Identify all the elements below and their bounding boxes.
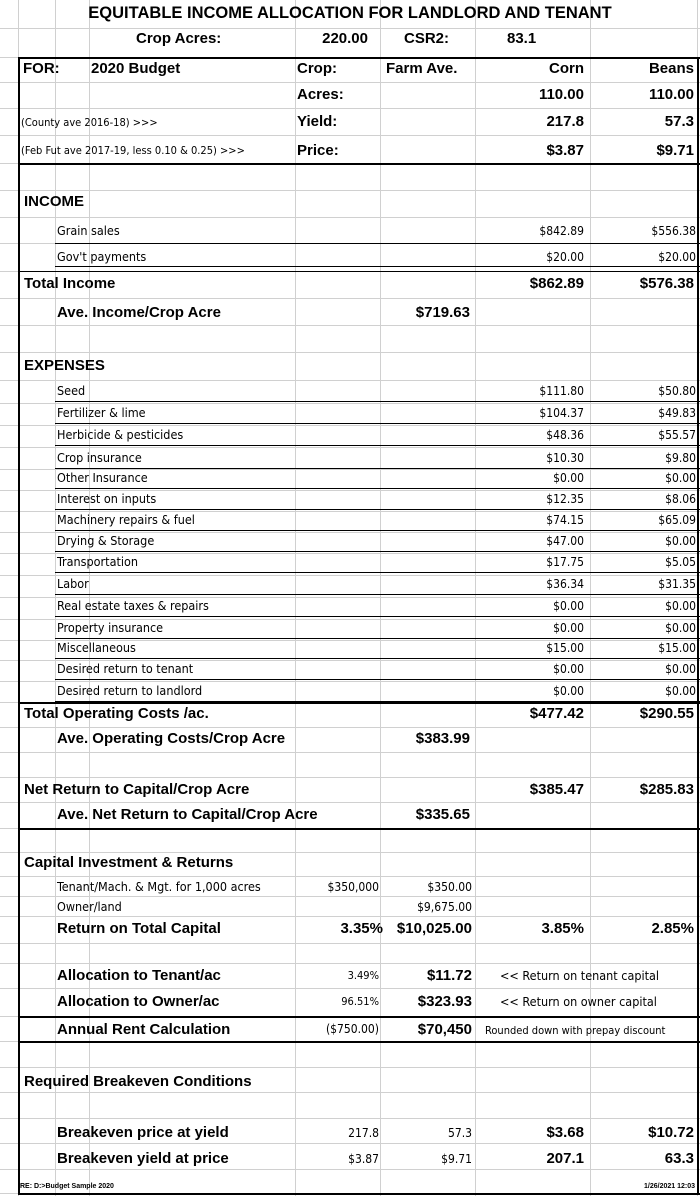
expense-row-label: Machinery repairs & fuel [57, 512, 195, 527]
expense-row-beans: $0.00 [665, 621, 696, 635]
expense-row-beans: $15.00 [658, 641, 696, 655]
expense-row-beans: $65.09 [658, 513, 696, 527]
expense-row-beans: $0.00 [665, 534, 696, 548]
ave-net-return-label: Ave. Net Return to Capital/Crop Acre [57, 806, 318, 823]
return-total-capital-label: Return on Total Capital [57, 920, 221, 937]
income-row-beans: $556.38 [651, 224, 696, 238]
net-return-corn: $385.47 [529, 781, 584, 798]
page-title: EQUITABLE INCOME ALLOCATION FOR LANDLORD AND TENANT [88, 4, 612, 22]
breakeven-price-yield2: 57.3 [447, 1126, 472, 1140]
total-operating-corn: $477.42 [529, 705, 584, 722]
grid-row-line [0, 135, 700, 136]
grid-row-line [0, 82, 700, 83]
grid-row-line [0, 28, 700, 29]
expense-row-beans: $5.05 [665, 555, 696, 569]
row-underline [55, 551, 700, 552]
rent-calculation-label: Annual Rent Calculation [57, 1021, 231, 1038]
expense-row-beans: $0.00 [665, 684, 696, 698]
tenant-capital-total: $350,000 [327, 880, 379, 894]
expense-row-label: Labor [57, 576, 89, 591]
row-underline [55, 572, 700, 573]
expense-row-beans: $50.80 [658, 384, 696, 398]
expense-row-label: Transportation [57, 554, 139, 569]
owner-allocation-pct: 96.51% [341, 995, 379, 1008]
expense-row-beans: $0.00 [665, 471, 696, 485]
rule [18, 163, 700, 165]
breakeven-heading: Required Breakeven Conditions [24, 1073, 252, 1090]
expense-row-beans: $0.00 [665, 599, 696, 613]
grid-row-line [0, 777, 700, 778]
total-income-label: Total Income [24, 275, 116, 292]
row-underline [55, 679, 700, 680]
yield-note: (County ave 2016-18) >>> [21, 116, 158, 129]
csr2-value: 83.1 [507, 30, 537, 47]
row-underline [55, 616, 700, 617]
acres-label: Acres: [297, 86, 344, 103]
total-operating-beans: $290.55 [639, 705, 694, 722]
expense-row-label: Crop insurance [57, 450, 142, 465]
ave-net-return-value: $335.65 [415, 806, 470, 823]
total-operating-label: Total Operating Costs /ac. [24, 705, 209, 722]
expense-row-beans: $31.35 [658, 577, 696, 591]
ave-income-value: $719.63 [415, 304, 470, 321]
expense-row-corn: $10.30 [546, 451, 584, 465]
expense-row-label: Desired return to tenant [57, 661, 194, 676]
grid-row-line [0, 876, 700, 877]
grid-row-line [0, 108, 700, 109]
tenant-allocation-label: Allocation to Tenant/ac [57, 967, 221, 984]
footer-timestamp: 1/26/2021 12:03 [644, 1183, 695, 1190]
expense-row-corn: $36.34 [546, 577, 584, 591]
rule [18, 1193, 700, 1195]
rule [18, 702, 700, 704]
rent-note: Rounded down with prepay discount [485, 1024, 666, 1037]
expense-row-corn: $47.00 [546, 534, 584, 548]
tenant-allocation-pct: 3.49% [347, 969, 379, 982]
owner-allocation-label: Allocation to Owner/ac [57, 993, 220, 1010]
grid-row-line [0, 352, 700, 353]
expense-row-label: Seed [57, 383, 86, 398]
expense-row-corn: $104.37 [539, 406, 584, 420]
for-label: FOR: [23, 60, 60, 77]
expense-row-label: Desired return to landlord [57, 683, 203, 698]
owner-capital-label: Owner/land [57, 899, 122, 914]
price-label: Price: [297, 142, 339, 159]
expense-row-corn: $12.35 [546, 492, 584, 506]
grid-row-line [0, 298, 700, 299]
capital-heading: Capital Investment & Returns [24, 854, 234, 871]
price-note: (Feb Fut ave 2017-19, less 0.10 & 0.25) >>> [21, 144, 245, 157]
expense-row-beans: $0.00 [665, 662, 696, 676]
farm-ave-header: Farm Ave. [386, 60, 458, 77]
income-row-corn: $842.89 [539, 224, 584, 238]
expense-row-beans: $49.83 [658, 406, 696, 420]
breakeven-price-corn: $3.68 [546, 1124, 584, 1141]
income-row-label: Grain sales [57, 223, 120, 238]
rule [18, 828, 700, 830]
expense-row-corn: $0.00 [553, 471, 584, 485]
breakeven-yield-price1: $3.87 [348, 1152, 379, 1166]
rule [18, 271, 700, 272]
row-underline [55, 530, 700, 531]
breakeven-yield-beans: 63.3 [664, 1150, 694, 1167]
rule [18, 1016, 700, 1018]
owner-capital-per-acre: $9,675.00 [417, 900, 472, 914]
expense-row-label: Drying & Storage [57, 533, 155, 548]
row-underline [55, 594, 700, 595]
breakeven-price-beans: $10.72 [648, 1124, 694, 1141]
income-heading: INCOME [24, 193, 84, 210]
grid-row-line [0, 1067, 700, 1068]
expense-row-corn: $15.00 [546, 641, 584, 655]
grid-row-line [0, 896, 700, 897]
rent-discount: ($750.00) [325, 1022, 379, 1036]
yield-crop2: 57.3 [664, 113, 694, 130]
tenant-capital-label: Tenant/Mach. & Mgt. for 1,000 acres [57, 879, 261, 894]
expense-row-label: Herbicide & pesticides [57, 427, 184, 442]
yield-crop1: 217.8 [546, 113, 584, 130]
grid-row-line [0, 325, 700, 326]
expense-row-corn: $111.80 [539, 384, 584, 398]
tenant-allocation-note: << Return on tenant capital [500, 968, 660, 983]
return-total-capital-pct: 3.35% [340, 920, 383, 937]
grid-row-line [0, 943, 700, 944]
expense-row-corn: $48.36 [546, 428, 584, 442]
ave-operating-value: $383.99 [415, 730, 470, 747]
row-underline [55, 266, 700, 267]
price-crop2: $9.71 [656, 142, 694, 159]
return-total-capital-beans: 2.85% [651, 920, 694, 937]
row-underline [55, 638, 700, 639]
row-underline [55, 445, 700, 446]
expenses-heading: EXPENSES [24, 357, 105, 374]
income-row-label: Gov't payments [57, 249, 147, 264]
grid-row-line [0, 752, 700, 753]
total-income-corn: $862.89 [529, 275, 584, 292]
grid-row-line [0, 727, 700, 728]
expense-row-beans: $55.57 [658, 428, 696, 442]
expense-row-beans: $9.80 [665, 451, 696, 465]
crop1-header: Corn [549, 60, 584, 77]
expense-row-label: Property insurance [57, 620, 164, 635]
row-underline [55, 658, 700, 659]
rule [18, 57, 700, 59]
row-underline [55, 488, 700, 489]
expense-row-beans: $8.06 [665, 492, 696, 506]
yield-label: Yield: [297, 113, 338, 130]
expense-row-corn: $0.00 [553, 599, 584, 613]
rule [18, 1041, 700, 1043]
rent-value: $70,450 [417, 1021, 472, 1038]
income-row-beans: $20.00 [658, 250, 696, 264]
csr2-label: CSR2: [404, 30, 450, 47]
return-total-capital-value: $10,025.00 [396, 920, 472, 937]
budget-name: 2020 Budget [91, 60, 181, 77]
net-return-beans: $285.83 [639, 781, 694, 798]
row-underline [55, 423, 700, 424]
expense-row-corn: $17.75 [546, 555, 584, 569]
row-underline [55, 509, 700, 510]
rule [18, 57, 20, 1195]
grid-row-line [0, 988, 700, 989]
acres-crop2: 110.00 [648, 86, 694, 103]
grid-row-line [0, 217, 700, 218]
grid-row-line [0, 380, 700, 381]
grid-row-line [0, 1092, 700, 1093]
expense-row-corn: $0.00 [553, 684, 584, 698]
row-underline [55, 401, 700, 402]
breakeven-yield-corn: 207.1 [546, 1150, 584, 1167]
owner-allocation-note: << Return on owner capital [500, 994, 657, 1009]
breakeven-yield-price2: $9.71 [441, 1152, 472, 1166]
expense-row-label: Interest on inputs [57, 491, 157, 506]
tenant-allocation-value: $11.72 [426, 967, 472, 984]
crop-label: Crop: [297, 60, 337, 77]
grid-row-line [0, 575, 700, 576]
ave-operating-label: Ave. Operating Costs/Crop Acre [57, 730, 286, 747]
grid-row-line [0, 447, 700, 448]
grid-row-line [0, 425, 700, 426]
price-crop1: $3.87 [546, 142, 584, 159]
income-row-corn: $20.00 [546, 250, 584, 264]
crop2-header: Beans [648, 60, 694, 77]
return-total-capital-corn: 3.85% [541, 920, 584, 937]
expense-row-corn: $0.00 [553, 621, 584, 635]
crop-acres-value: 220.00 [322, 30, 368, 47]
row-underline [55, 243, 700, 244]
breakeven-yield-label: Breakeven yield at price [57, 1150, 229, 1167]
owner-allocation-value: $323.93 [417, 993, 472, 1010]
breakeven-price-label: Breakeven price at yield [57, 1124, 229, 1141]
grid-row-line [0, 681, 700, 682]
ave-income-label: Ave. Income/Crop Acre [57, 304, 221, 321]
expense-row-label: Miscellaneous [57, 640, 136, 655]
rule [697, 57, 699, 1195]
total-income-beans: $576.38 [639, 275, 694, 292]
grid-row-line [0, 190, 700, 191]
grid-row-line [0, 1169, 700, 1170]
expense-row-label: Real estate taxes & repairs [57, 598, 209, 613]
expense-row-label: Other Insurance [57, 470, 148, 485]
net-return-label: Net Return to Capital/Crop Acre [24, 781, 250, 798]
acres-crop1: 110.00 [538, 86, 584, 103]
grid-row-line [0, 1143, 700, 1144]
grid-row-line [0, 916, 700, 917]
grid-row-line [0, 963, 700, 964]
grid-row-line [0, 1118, 700, 1119]
row-underline [55, 468, 700, 469]
row-underline [55, 701, 700, 702]
expense-row-corn: $74.15 [546, 513, 584, 527]
grid-row-line [0, 802, 700, 803]
grid-row-line [0, 852, 700, 853]
tenant-capital-per-acre: $350.00 [427, 880, 472, 894]
expense-row-label: Fertilizer & lime [57, 405, 146, 420]
crop-acres-label: Crop Acres: [136, 30, 222, 47]
grid-row-line [0, 403, 700, 404]
footer-file-path: RE: D:>Budget Sample 2020 [20, 1183, 114, 1190]
breakeven-price-yield1: 217.8 [348, 1126, 379, 1140]
expense-row-corn: $0.00 [553, 662, 584, 676]
